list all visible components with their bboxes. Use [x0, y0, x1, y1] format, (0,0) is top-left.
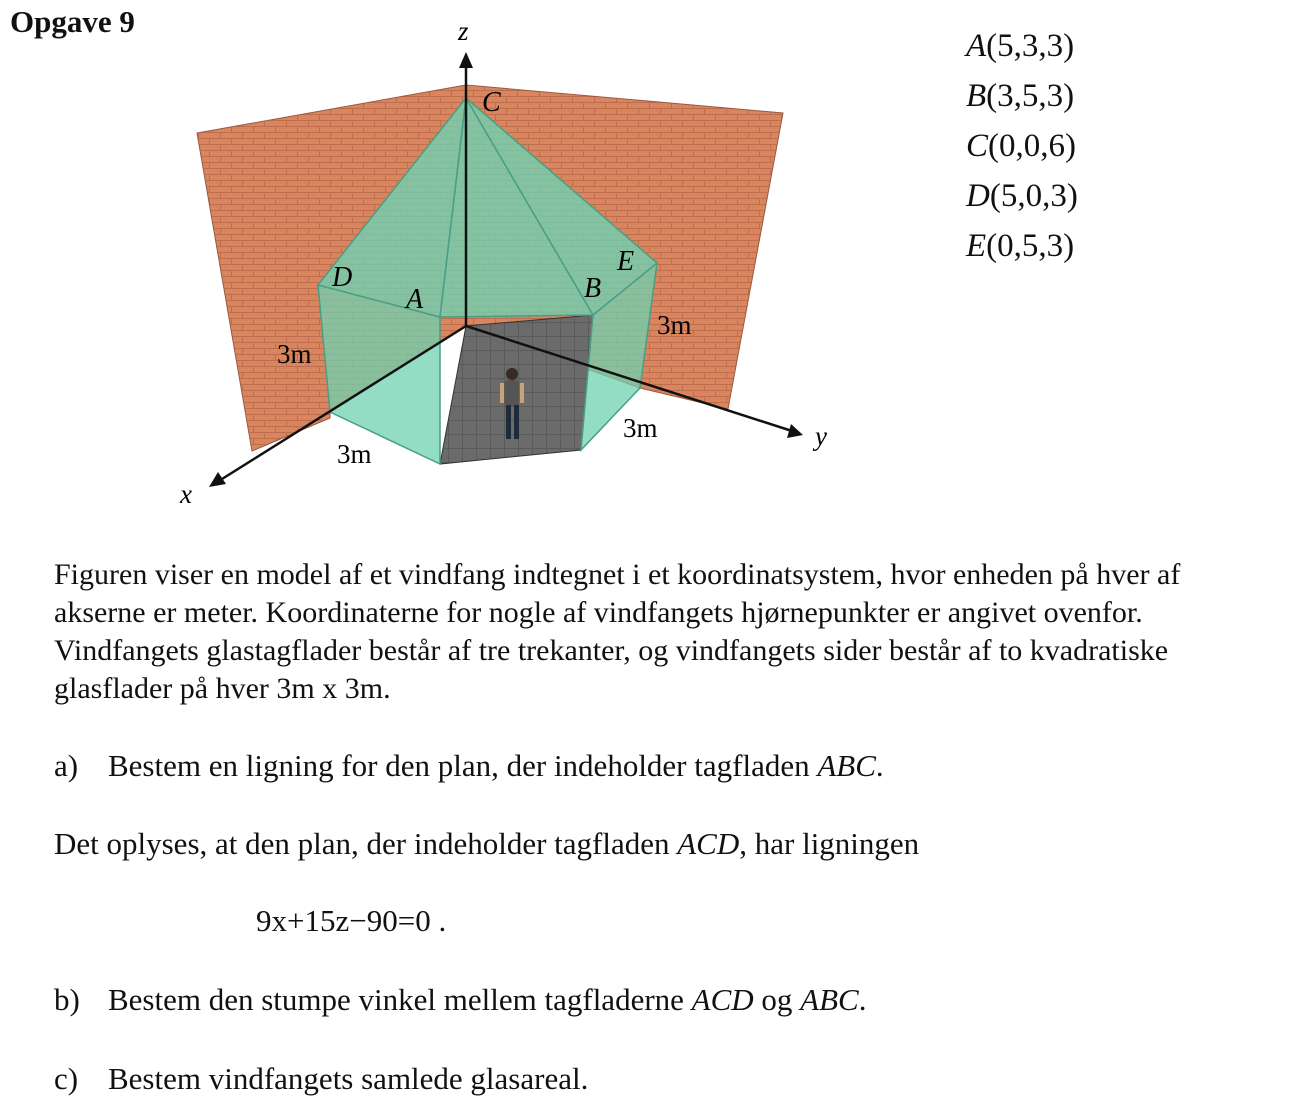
question-a-text: Bestem en ligning for den plan, der indeholder tagfladen — [108, 748, 818, 783]
coordinate-name: A — [966, 28, 987, 64]
question-b-term2: ABC — [800, 982, 859, 1017]
coordinate-e — [966, 228, 1074, 265]
question-b-mid: og — [753, 982, 801, 1017]
coordinate-value: (5,3,3) — [986, 28, 1075, 64]
question-a-label: a) — [54, 748, 79, 783]
dimension-label-left-height: 3m — [277, 339, 312, 369]
question-b-end: . — [858, 982, 867, 1017]
question-b — [54, 982, 866, 1018]
vertex-label-e: E — [617, 246, 635, 277]
coordinate-name: C — [966, 128, 989, 164]
y-axis-arrow — [787, 424, 803, 438]
x-axis-label: x — [180, 479, 192, 509]
vertex-label-d: D — [332, 262, 353, 293]
question-a-term: ABC — [817, 748, 876, 783]
question-a-end: . — [875, 748, 884, 783]
dimension-label-right-height: 3m — [657, 310, 692, 340]
info-paragraph — [54, 826, 919, 862]
dimension-label-left-width: 3m — [337, 439, 372, 469]
coordinate-value: (0,0,6) — [988, 128, 1076, 164]
z-axis-arrow — [459, 52, 473, 68]
question-c — [54, 1061, 588, 1097]
vertex-label-b: B — [584, 273, 602, 304]
vestibule-figure — [0, 0, 900, 520]
coordinate-c — [966, 128, 1076, 165]
coordinate-name: B — [966, 78, 987, 114]
info-text: Det oplyses, at den plan, der indeholder tagfladen — [54, 826, 678, 861]
coordinate-value: (3,5,3) — [986, 78, 1075, 114]
y-axis-label: y — [815, 421, 827, 451]
plane-equation: 9x+15z−90=0 . — [256, 903, 447, 938]
question-a — [54, 748, 884, 784]
coordinate-name: D — [966, 178, 990, 214]
coordinate-b — [966, 78, 1074, 115]
z-axis-label: z — [458, 16, 469, 46]
vertex-label-a: A — [406, 284, 424, 315]
question-c-label: c) — [54, 1061, 79, 1096]
info-end: , har ligningen — [739, 826, 920, 861]
task-title: Opgave 9 — [10, 4, 135, 39]
coordinate-value: (5,0,3) — [989, 178, 1078, 214]
question-b-term1: ACD — [691, 982, 754, 1017]
question-b-label: b) — [54, 982, 80, 1017]
question-c-text: Bestem vindfangets samlede glasareal. — [108, 1061, 589, 1096]
coordinate-d — [966, 178, 1078, 215]
info-term: ACD — [677, 826, 740, 861]
vertex-label-c: C — [482, 87, 501, 118]
dimension-label-right-width: 3m — [623, 413, 658, 443]
coordinate-a — [966, 28, 1074, 65]
coordinate-value: (0,5,3) — [986, 228, 1075, 264]
coordinate-name: E — [966, 228, 987, 264]
intro-paragraph: Figuren viser en model af et vindfang indtegnet i et koordinatsystem, hvor enheden på hver af akserne er meter. Koordinaterne for nogle af vindfangets hjørnepunkter er angivet ovenfor. Vindfangets glastagflader består af tre trekanter, og vindfangets sider består af to kvadratiske glasflader på hver 3m x 3m. — [54, 558, 1181, 705]
question-b-text: Bestem den stumpe vinkel mellem tagfladerne — [108, 982, 692, 1017]
